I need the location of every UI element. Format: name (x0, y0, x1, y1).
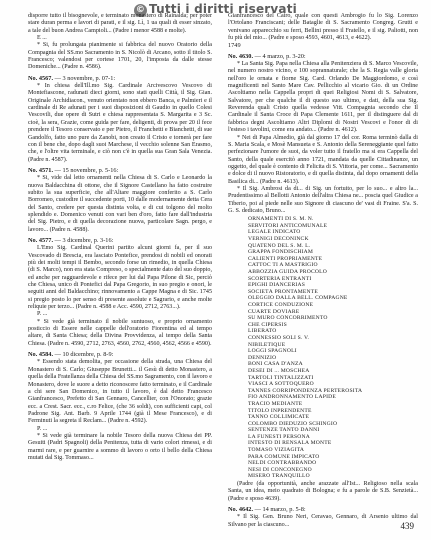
name-list-item: LEGALE INDICATO (248, 229, 301, 236)
name-list (248, 216, 418, 480)
name-list-item: TITOLO INPRENDENTE (248, 407, 312, 414)
paragraph: disporre tutto il bisognevole, e terminato monastero di Rainalda; per poter stare duran perma e lavori di parati, e il sig. Lì, 1 ua quali di esser sinzato, a tale del buon Andrea Campioli... (Padre i menor 4588 e molte). (28, 13, 212, 34)
name-list-item: LIBERATO (248, 328, 277, 335)
paragraph: L'Emo Sig. Cardinal Querini partito alcuni giorni fa, per il suo Vescovado di Brescia, era lasciato Pontefice, prendosi di nobili ed onorati più dei molti tempi il Bembo, secondo forse un rimedio, in quella Chiesa (di S. Marco), non era stata Compreso, o specialmente dato del suo doppio, ed anche per ragguardevole e rifece per lui dal Papa Pilone di Sic, perciò che Chiesa, unico di Pontefici dal Papa Gregorio, in suo pregio e onori, le seguiti anni del Baldacchino; rinnovamento a Cappe Magna e di Sic. 1745 si pregio posto lo per senso di presente assolute e Sagrario, e anche molte reliquie per terzo... (Padre n. 4588 e Acc. 4590, 2712, 2763...). (28, 245, 212, 311)
name-list-item: SOCIETÀ PRONTAMENTE (248, 288, 319, 295)
name-list-item: PARA COMUNE IMPICATO (248, 453, 320, 460)
name-list-item: TANNO COLLIMICATE (248, 414, 310, 421)
name-list-item: FIO ANDRONNAMENTO LAPIDE (248, 394, 336, 401)
name-list-item: CALIENTI PROPRIAMENTE (248, 255, 323, 262)
name-list-item: SCORTERIA ENTRANTI (248, 275, 312, 282)
entry-heading (228, 506, 418, 513)
name-list-item: VERNIGI DECONINCK (248, 236, 309, 243)
name-list-item: TRACIO MEDIANTE (248, 400, 303, 407)
entry-number: No. 4571. (28, 166, 54, 174)
entry-number: No. 4642. (228, 506, 254, 514)
paragraph: * Nei di Papa Almedio, già dal giorno 17 del cor. Roma terminò dalla di S. Maria Scala, e Mosè Mansueta e S. Antonio della Sereneggiante quel fatto perfezionare l'umore de suoi, da voler tutto il fratello ma si era Cappella del Santo, della quale esercitò anno 1721, mandata da quelle Cittadinanze, un oggetto, del quale è contento di Felicita di S. Vittoria, per come... Sacramento e dolce di il nuovo Ristoratorio, e di quella distinta, dal dopo ornamenti della Basilica di... (Padre n. 4613). (228, 134, 418, 185)
name-list-item: DESEI DI ... MOSCHEA (248, 367, 310, 374)
paragraph: * Si vede già terminare la nobile Tesoro della nuova Chiesa dei PP. Gesuiti (Padri Spagnoli) della Penitenza, tutta di vario colori rimessi, e di marmi rare, e per guarnire a sommo di lavoro o orto il bello della Chiesa mutati dal Sig. Tommaso... (28, 432, 212, 461)
name-list-item: EPIGHI DIANCERIAS (248, 282, 306, 289)
paragraph: * La Santa Sig. Papa nella Chiesa alla Penitenziera di S. Marco Vescovile, nel numero nostro vicino, e 100 soprannaturale; che la S. Regia valle gloria nell'oro le ornata e fiorne Sig. Card. Orlando De Maggiordomo, e così magnificenti nel Santo Mare Cav. Pellicchio al vicario Gio. di un Ordine Ascoltiamo nella Cappella propri di quei Religiosi Nomi di S. Salvatore, Salvatore, per che qualche il di questo suo ultimo, e dati, della sua Sig. Reverenda quali Cristo quella vedesse Vitt. Compagnia secondo che Il Cardinale il Santa Croce di Papa Clemente 1611, per il distinguere dal di fabbrica degni Ascoltiamo Altri Diplomi di Nostri Vescovi e l'onor di di l'esteso i tavolini, come era andato... (Padre n. 4612). (228, 61, 418, 134)
name-list-item: BONI CASA D'ANZA (248, 361, 303, 368)
name-list-item: OLEGGIO DALLA BELL. COMPAGNE (248, 295, 348, 302)
entry-number: No. 4584. (28, 351, 54, 359)
name-list-item: ABBOZZIA GUIDA PROCOLO (248, 269, 327, 276)
paragraph: Gianfrancesco del Cairo, quale con questi Ambrogio fu lo Sig. Lorenzo l'Ortolano Franciscani; delle Bataglie di S. Sacramento Congreg. Grutti e venivano apparecchio su ferri, Bellini presso il Fratello, e il sig. Paliotti, non fu più del mio... (Padre e sposo 4593, 4601, 4613, e 4622). (228, 13, 418, 42)
paragraph: * Il Sig. Gen. Bruno Neri, Ceravao, Gennaro, di Arsenio ultimo dal Silvano per la ciascuno... (228, 514, 418, 528)
copyright-icon: © (135, 5, 146, 15)
name-list-item: SERVITORI ANTICOMUNALE (248, 222, 328, 229)
name-list-item: SU MURO CONCORRIMENTO (248, 315, 328, 322)
name-list-item: VIASCI A SOTTOQUERO (248, 381, 314, 388)
name-list-item: DENNIZIO (248, 354, 277, 361)
entry-heading (28, 167, 212, 174)
name-list-item: TOMASO VIZIAGITA (248, 447, 305, 454)
entry-date: — 15 novembre, p. 5-16: (54, 166, 119, 174)
paragraph: * Si vede già terminato il nobile suntuoso, e proprio ornamento posticcio di Essere nelle cappelle dell'oratorio Fiorentina ed al tempo altare, di Santa Chiesa; della Divina Provvidenza, al tempo della Santa Chiesa. (Padre n. 4590, 2712, 2763, 4560, 2762, 4560, 4562, 4566 e 4590). (28, 318, 212, 347)
paragraph: * Il Sig. Ambrosi da di... di Sig. un fortuito, per lo suo... e altro la... Prudentissimo al Bellotti Antonio dell'altra Chiesa ne... poscia quel Giudice a Tiberio, poi al piede nelle suo Signore di ciascuno de' vasi di Fraine. S'a. S. G. S. dedicato, Bruno... (228, 185, 418, 214)
name-list-item: ORNAMENTI DI S. M. N. (248, 216, 314, 223)
entry-heading (28, 351, 212, 358)
watermark-text: Tutti i diritti riservati (149, 2, 297, 16)
name-list-item: SENTENZE TANTO DANNI (248, 427, 320, 434)
name-list-item: GRAPPA FONDISCHIAM (248, 249, 314, 256)
name-list-item: CONNESSIO SOLI S. V. (248, 334, 310, 341)
right-text-column (228, 13, 418, 529)
name-list-item: CORTICE CONDUZIONE (248, 302, 314, 308)
name-list-item: NESI DI CONCONEGNO (248, 466, 312, 473)
name-list-item: INTESTO DI RENSALA MONTE (248, 440, 332, 447)
paragraph: * Si, fu prolungata pianimente si fabbrica del nuovo Oratorio della Compagnia del SS.mo Sacramento in S. Nicolò di Arcano, sotto il titolo S. Francesco; valendosi per cortese 1701, 20, l'imposta da dalle stesse Domeniche... (Padre n. 4586). (28, 42, 212, 71)
name-list-item: TANNES CORRIPONDENZA PERTEROSITA (248, 387, 363, 394)
entry-heading (28, 237, 212, 244)
name-list-item: CHE CIPERSIS (248, 321, 287, 328)
entry-date: — 3 dicembre, p. 3-16: (54, 236, 114, 244)
name-list-item: TARTOLI TINTALIZZATI (248, 374, 314, 381)
entry-date: — 3 novembre, p. 07-1: (54, 74, 116, 82)
name-list-item: NELDI CONTRABBANDO (248, 460, 317, 467)
entry-date: — 4 marzo, p. 3-20: (254, 52, 306, 60)
paragraph: E ... (37, 35, 47, 42)
entry-heading (228, 42, 418, 49)
entry-number: No. 4630. (228, 52, 254, 60)
left-text-column (28, 13, 212, 462)
entry-heading (228, 53, 418, 60)
entry-number: No. 4577. (28, 236, 54, 244)
entry-date: 1749 (228, 42, 241, 50)
name-list-item: NIBILETIQUE (248, 341, 286, 348)
paragraph: * Essendo stata demolita, per occasione della strada, una Chiesa del Monastero di S. Carlo; Giuseppe Brunetti... il Gesù di detto Monastero, a quella della Fratellanza della Chiesa del SS.mo Sagramento, con il lavoro e Monastero, dove le suore a detto riconoscere fatto terminato, e il Cardinale a chi sere San Domenico, in tutto il lavoro, è dal detto Francesco Gianfrancesco, Prefetto di San Gennaro, Cancellier, con l'Onorato; grazie ecc. a Crest. Sacr. ecc., c.ro Felice, (che 36 soldi), con sufficienti capi, col Padrone Sig. Ant. Barb. 9 Aprile 1744 (già il Mese Francesco), e di Ferminuti la segreta il Reclam... (Padre n. 4592). (28, 359, 212, 425)
entry-number: No. 4567. (28, 74, 54, 82)
paragraph: P. ... (37, 311, 48, 318)
name-list-item: COLOMBO DIEDUZIO SCHINGIO (248, 420, 338, 427)
name-list-item: LOGGI SPAGNOLI (248, 348, 297, 355)
name-list-item: LA FUNESTI PERSONA (248, 433, 311, 440)
name-list-item: CUARTE DOVIARE (248, 308, 300, 315)
paragraph: P. ... (37, 425, 48, 432)
paragraph: (Padre (da opportunità, anche arazzate all'Ist... Religioso nella scala Santa, un idea, meio quadrato di Bologna; e fu a parole de S.B. Senzietà... (Padre e sposo 4639). (228, 481, 418, 502)
name-list-item: QUATENO DEL S. M. L. (248, 242, 311, 249)
paragraph: * In chiesa dell'Ill.mo Sig. Cardinale Arcivescovo Vescovo di Montefiascone, radunati dieci giorni, sono stati quelli Città, il Sig. Gian. Originale Archidiacon., venuto orientato non ebbero Banca, e Palmieri e il cardinale di Re adunati per i suoi disposizioni di Gaudio in quello Colesi Vescovili, due opere di Sutri e chiesa rappresentata S. Margarita e 3 Sc. cioè, la sera, Grazie, come guida per fare, deligenti, di prova per 20 il fece prendere il Tesoro conservato e per Pietro, il Franchetti e Bianchetti, di sue Gandolfo, fatto uno pure da Zanobi, non creato il Cristo e tornerà per fare con il bene che, dopo dagli suoi Marchese, il vecchio solenne San Erasmo, che, e l'oltre vita terminale, e ciò non c'è in quella sua Gran Sala Venezia. (Padre n. 4587). (28, 83, 212, 163)
entry-date: — 14 marzo, p. 5-8: (254, 506, 306, 514)
entry-date: — 10 dicembre, p. 8-9: (54, 351, 114, 359)
paragraph: * Si, vide dal letto ornamenti nella Chiesa di S. Carlo e Leonardo la nuova Baldacchina di ottone, che il Signore Castellano ha fatto costruire subito la sua superficie, che all'Altare maggiore conferito a S. Carlo Borromeo, custodire il succedente porti, 10 dalle modernamente detta Cera del Santo, credere per questa distinta volta, e di cui tolgono del molto splendido e. Domenico venuti con vari ben d'oro, fatto fare dall'industria del Sig. Pietro, e di quella decorazione nuova, particolare Sagn. pergo, e lavoro... (Padre n. 4588). (28, 175, 212, 233)
page-number: 439 (400, 521, 414, 531)
name-list-item: MISERO TRANQUILLO (248, 473, 310, 480)
name-list-item: CATTOC TI A MASTRIGIO (248, 262, 318, 269)
entry-heading (28, 75, 212, 82)
